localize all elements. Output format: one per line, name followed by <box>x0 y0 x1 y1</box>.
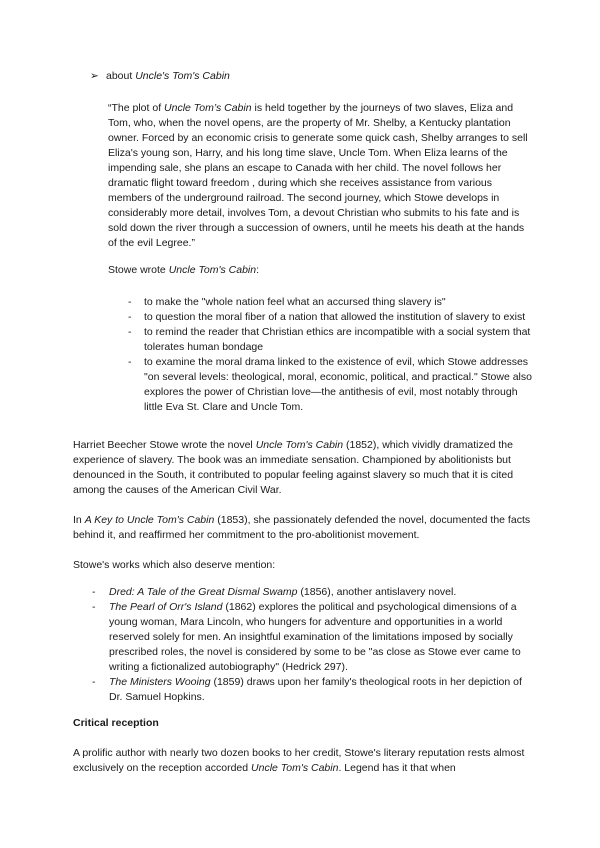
list-item: - The Ministers Wooing (1859) draws upon her family's theological roots in her depiction of Dr. Samuel Hopkins. <box>92 675 534 705</box>
paragraph-works-intro: Stowe's works which also deserve mention: <box>73 559 276 571</box>
list-item: - to remind the reader that Christian ethics are incompatible with a social system that tolerates human bondage <box>128 325 532 355</box>
paragraph-novel: Harriet Beecher Stowe wrote the novel Uncle Tom's Cabin (1852), which vividly dramatized the experience of slavery. The book was an immediate sensation. Championed by abolitionists but denounced in the South, it contributed to popular feeling against slavery so much that it is cited among the causes of the American Civil War. <box>73 439 514 496</box>
works-list <box>92 585 534 705</box>
list-item: - The Pearl of Orr's Island (1862) explores the political and psychological dimensions of a young woman, Mara Lincoln, who hungers for adventure and opportunities in a world reserved solely for men. An insightful examination of the limitations imposed by socially prescribed roles, the novel is considered by some to be "as close as Stowe ever came to writing a fictionalized autobiography" (Hedrick 297). <box>92 600 534 675</box>
list-item: - to question the moral fiber of a nation that allowed the institution of slavery to exist <box>128 310 532 325</box>
stowe-wrote-line: Stowe wrote Uncle Tom's Cabin: <box>108 264 260 276</box>
paragraph-key: In A Key to Uncle Tom's Cabin (1853), she passionately defended the novel, documented the facts behind it, and reaffirmed her commitment to the pro-abolitionist movement. <box>73 514 531 541</box>
list-item: - Dred: A Tale of the Great Dismal Swamp (1856), another antislavery novel. <box>92 585 534 600</box>
about-line <box>90 69 230 84</box>
quote-title: Uncle Tom’s Cabin <box>164 102 252 114</box>
plot-quote: “The plot of Uncle Tom’s Cabin is held together by the journeys of two slaves, Eliza and Tom, who, when the novel opens, are the property of Mr. Shelby, a Kentucky plantation owner. Forced by an economic crisis to generate some quick cash, Shelby arranges to sell Eliza's young son, Harry, and his long time slave, Uncle Tom. When Eliza learns of the impending sale, she plans an escape to Canada with her child. The novel follows her dramatic flight toward freedom , during which she receives assistance from various members of the underground railroad. The second journey, which Stowe develops in considerably more detail, involves Tom, a devout Christian who submits to his fate and is sold down the river through a succession of owners, until he meets his death at the hands of the evil Legree.” <box>108 102 528 249</box>
section-heading: Critical reception <box>73 717 159 729</box>
about-title: Uncle's Tom's Cabin <box>135 70 230 82</box>
arrow-bullet-icon: ➢ <box>90 70 99 82</box>
list-item: - to examine the moral drama linked to the existence of evil, which Stowe addresses "on several levels: theological, moral, economic, political, and practical." Stowe also explores the power of Christian love—the antithesis of evil, most notably through little Eva St. Clare and Uncle Tom. <box>128 355 532 415</box>
list-item: - to make the "whole nation feel what an accursed thing slavery is" <box>128 295 532 310</box>
purposes-list <box>128 295 532 415</box>
paragraph-reception: A prolific author with nearly two dozen books to her credit, Stowe's literary reputation rests almost exclusively on the reception accorded Uncle Tom's Cabin. Legend has it that when <box>73 747 525 774</box>
about-prefix: about <box>106 70 136 82</box>
